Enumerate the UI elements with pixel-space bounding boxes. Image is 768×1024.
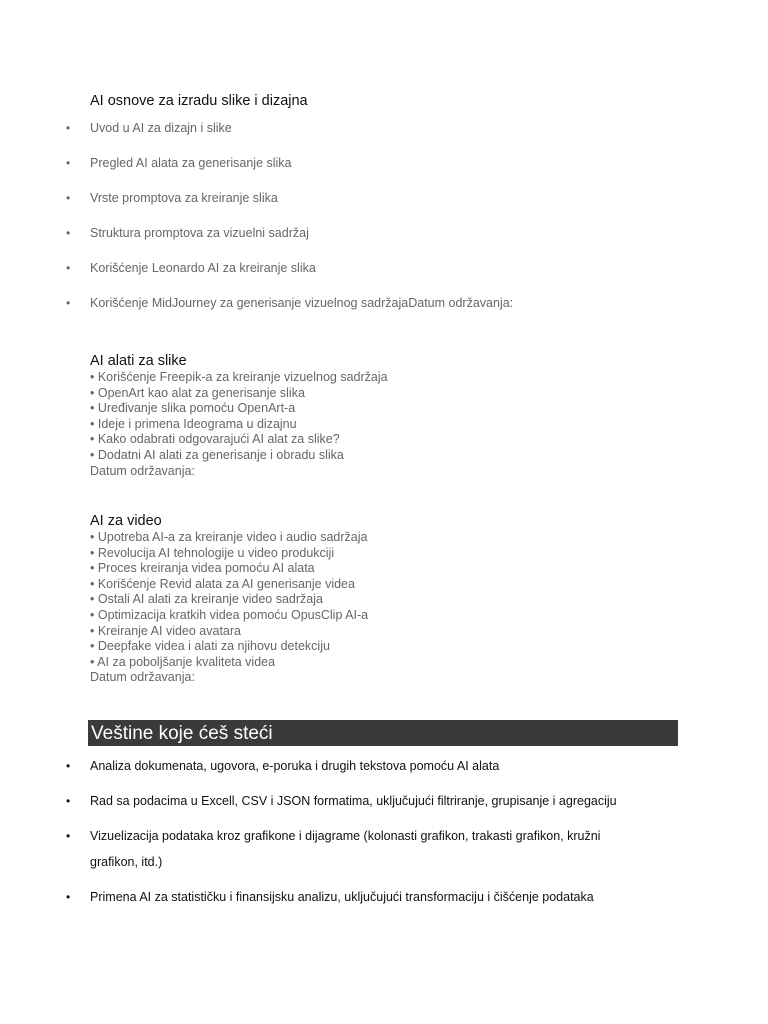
- bullet-icon: •: [66, 156, 71, 170]
- list-item: • Korišćenje Leonardo AI za kreiranje slika: [0, 258, 513, 293]
- list-item: • Uvod u AI za dizajn i slike: [0, 118, 513, 153]
- text-line: • Ideje i primena Ideograma u dizajnu: [90, 416, 297, 431]
- list-item: • Korišćenje MidJourney za generisanje vizuelnog sadržajaDatum održavanja:: [0, 293, 513, 328]
- section-title-ai-image-tools: AI alati za slike: [90, 353, 187, 369]
- ai-basics-list: [0, 118, 513, 328]
- bullet-icon: •: [66, 226, 71, 240]
- list-item: • Struktura promptova za vizuelni sadržaj: [0, 223, 513, 258]
- text-line: • Korišćenje Revid alata za AI generisanje videa: [90, 576, 355, 591]
- bullet-icon: •: [66, 296, 71, 310]
- bullet-icon: •: [66, 759, 71, 773]
- list-item: • Pregled AI alata za generisanje slika: [0, 153, 513, 188]
- list-item: • Analiza dokumenata, ugovora, e-poruka i drugih tekstova pomoću AI alata: [0, 753, 650, 779]
- list-item: • Primena AI za statističku i finansijsku analizu, uključujući transformaciju i čišćenje podataka: [0, 884, 650, 910]
- list-item: • Rad sa podacima u Excell, CSV i JSON formatima, uključujući filtriranje, grupisanje i agregaciju: [0, 788, 650, 814]
- text-line: • Ostali AI alati za kreiranje video sadržaja: [90, 592, 323, 607]
- text-line: • Dodatni AI alati za generisanje i obradu slika: [90, 447, 344, 462]
- text-line: • Upotreba AI-a za kreiranje video i audio sadržaja: [90, 530, 368, 544]
- text-line: • Kreiranje AI video avatara: [90, 623, 241, 638]
- date-label: Datum održavanja:: [90, 670, 195, 685]
- bullet-icon: •: [66, 890, 71, 904]
- text-line: • Deepfake videa i alati za njihovu detekciju: [90, 639, 330, 654]
- text-line: • Proces kreiranja videa pomoću AI alata: [90, 561, 315, 576]
- text-line: • Kako odabrati odgovarajući AI alat za slike?: [90, 432, 340, 447]
- bullet-icon: •: [66, 794, 71, 808]
- bullet-icon: •: [66, 121, 71, 135]
- list-item: • Vrste promptova za kreiranje slika: [0, 188, 513, 223]
- section-title-ai-video: AI za video: [90, 513, 162, 529]
- text-line: • Revolucija AI tehnologije u video produkciji: [90, 545, 335, 560]
- bullet-icon: •: [66, 829, 71, 843]
- section-title-ai-basics: AI osnove za izradu slike i dizajna: [90, 93, 308, 109]
- bullet-icon: •: [66, 191, 71, 205]
- section-ai-video: [90, 513, 368, 686]
- text-line: • Uređivanje slika pomoću OpenArt-a: [90, 401, 296, 416]
- date-label: Datum održavanja:: [90, 463, 195, 478]
- text-line: • Korišćenje Freepik-a za kreiranje vizuelnog sadržaja: [90, 370, 388, 384]
- skills-list: [0, 753, 768, 919]
- bullet-icon: •: [66, 261, 71, 275]
- list-item: • Vizuelizacija podataka kroz grafikone i dijagrame (kolonasti grafikon, trakasti grafikon, kružni grafikon, itd.): [0, 823, 650, 875]
- text-line: • Optimizacija kratkih videa pomoću OpusClip AI-a: [90, 607, 369, 622]
- text-line: • OpenArt kao alat za generisanje slika: [90, 385, 305, 400]
- text-line: • AI za poboljšanje kvaliteta videa: [90, 654, 276, 669]
- section-ai-image-tools: [90, 353, 388, 479]
- skills-banner: Veštine koje ćeš steći: [88, 720, 678, 746]
